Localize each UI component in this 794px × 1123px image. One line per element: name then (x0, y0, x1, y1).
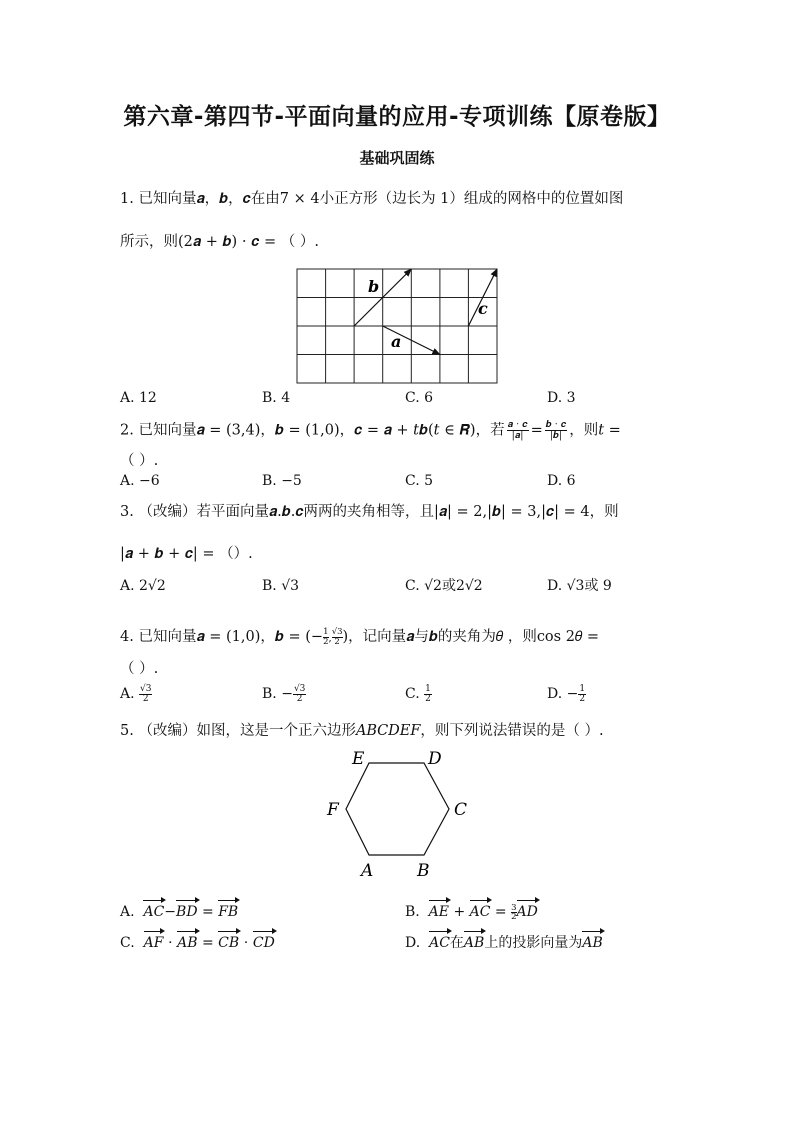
q4-option-c-label: C. (405, 686, 420, 702)
text-projection: 上的投影向量为 (484, 935, 583, 951)
vector-BD: BD (176, 899, 198, 922)
q4-option-a-num: √3 (140, 683, 152, 694)
question-3-line-1: 3. （改编）若平面向量𝒂.𝒃.𝒄两两的夹角相等，且|𝒂| = 2,|𝒃| = 3,|𝒄| = 4，则 (120, 504, 619, 520)
q1-option-d: D. 3 (547, 390, 576, 406)
question-2-line-2: （ ）. (120, 453, 159, 469)
q2-equals: = (530, 422, 543, 439)
vector-grid-figure (296, 267, 500, 385)
vector-AB: AB (464, 930, 484, 953)
vertex-B-label: B (417, 861, 430, 881)
vector-AB-result: AB (582, 930, 602, 953)
q4-option-a-frac (139, 685, 152, 704)
vector-AD: AD (517, 899, 538, 922)
vector-AC: AC (429, 930, 450, 953)
text-zai: 在 (449, 935, 464, 951)
question-5-line-1: 5. （改编）如图，这是一个正六边形𝐴𝐵𝐶𝐷𝐸𝐹，则下列说法错误的是（ ）. (120, 723, 604, 739)
q1-option-a: A. 12 (120, 390, 157, 406)
q4-option-a-label: A. (120, 686, 135, 702)
q4-stem-post: )，记向量𝒂与𝒃的夹角为𝜃 ，则cos 2𝜃 = (342, 629, 600, 645)
vector-CB: CB (218, 930, 239, 953)
q4-option-b-sign: − (281, 686, 293, 702)
vertex-E-label: E (352, 749, 365, 769)
q4-option-a (120, 684, 152, 704)
q4-option-b-den: 2 (296, 693, 303, 704)
minus-sign: − (164, 904, 177, 920)
q4-option-b-num: √3 (293, 683, 306, 694)
q5-option-d-label: D. (405, 935, 421, 951)
q2-option-c: C. 5 (405, 473, 434, 489)
q2-fraction-2 (545, 420, 568, 441)
q4-b-frac-2-num: √3 (331, 626, 343, 637)
q5-option-b-label: B. (405, 904, 420, 920)
vertex-C-label: C (454, 800, 468, 820)
q3-option-b: B. √3 (262, 578, 300, 594)
q5-option-c (120, 930, 275, 953)
q4-option-c-num: 1 (425, 683, 431, 694)
q4-option-d-label: D. (547, 686, 563, 702)
q2-tail: ，则𝑡 = (569, 422, 621, 439)
q2-fraction-1 (507, 420, 529, 441)
grid (297, 269, 497, 383)
question-2-line-1 (120, 420, 621, 441)
q4-b-frac-2 (332, 628, 343, 647)
q4-option-c (405, 684, 432, 704)
q2-fraction-2-num: 𝒃 ⋅ 𝒄 (545, 419, 567, 430)
equals-sign: = (202, 904, 214, 920)
q4-option-d-frac (578, 685, 586, 704)
q3-option-c: C. √2或2√2 (405, 578, 483, 594)
fraction-num: 3 (511, 902, 517, 913)
q4-b-frac-1-num: 1 (323, 626, 329, 637)
q2-option-b: B. −5 (262, 473, 302, 489)
q2-fraction-1-num: 𝒂 ⋅ 𝒄 (507, 419, 528, 430)
q4-b-frac-1-den: 2 (323, 636, 329, 647)
dot-operator: ⋅ (167, 935, 173, 951)
q4-stem-pre: 4. 已知向量𝒂 = (1,0)，𝒃 = (− (120, 629, 324, 645)
q4-b-frac-2-den: 2 (334, 636, 340, 647)
vertex-D-label: D (428, 749, 442, 769)
q4-option-d (547, 684, 586, 704)
q5-option-a-label: A. (120, 904, 135, 920)
vector-a-label: a (391, 332, 402, 351)
q2-stem: 2. 已知向量𝒂 = (3,4)，𝒃 = (1,0)，𝒄 = 𝒂 + 𝑡𝒃(𝑡 ∈ 𝑹)，若 (120, 422, 505, 439)
page-title: 第六章-第四节-平面向量的应用-专项训练【原卷版】 (123, 104, 671, 130)
question-1-line-1: 1. 已知向量𝒂，𝒃，𝒄在由7 × 4小正方形（边长为 1）组成的网格中的位置如图 (120, 191, 624, 207)
q4-option-d-den: 2 (579, 693, 586, 704)
equals-sign: = (494, 904, 507, 920)
q5-option-b (405, 899, 538, 922)
q2-option-d: D. 6 (547, 473, 576, 489)
q4-option-b (262, 684, 306, 704)
vector-AB: AB (177, 930, 197, 953)
q2-fraction-2-den: |𝒃| (549, 430, 563, 441)
q5-option-a (120, 899, 238, 922)
q5-option-c-label: C. (120, 935, 135, 951)
plus-sign: + (453, 904, 466, 920)
vector-AC: AC (143, 899, 164, 922)
q4-option-c-frac (424, 685, 432, 704)
equals-sign: = (201, 935, 214, 951)
q4-option-a-den: 2 (142, 693, 149, 704)
hexagon-figure (320, 743, 480, 883)
fraction-den: 2 (511, 911, 517, 922)
q3-option-a: A. 2√2 (120, 578, 166, 594)
q4-option-d-num: 1 (579, 683, 586, 694)
question-3-line-2: |𝒂 + 𝒃 + 𝒄| = （）. (120, 546, 253, 562)
q3-option-d: D. √3或 9 (547, 578, 612, 594)
q4-option-b-frac (293, 685, 306, 704)
section-subtitle: 基础巩固练 (359, 149, 435, 167)
vector-CD: CD (253, 930, 275, 953)
vector-c-label: c (478, 299, 488, 318)
vertex-F-label: F (327, 800, 339, 820)
vector-FB: FB (218, 899, 238, 922)
hexagon-shape (346, 763, 449, 855)
q1-option-b: B. 4 (262, 390, 291, 406)
question-4-line-2: （ ）. (120, 661, 159, 677)
q4-option-d-sign: − (566, 686, 579, 702)
q5-option-d (405, 930, 603, 953)
dot-operator: ⋅ (243, 935, 249, 951)
question-4-line-1: 4. 已知向量𝒂 = (1,0)，𝒃 = (− $\frac{1}{2}$ , $\frac{√3}{2}$ )，记向量𝒂与𝒃的夹角为𝜃 ，则cos 2𝜃 = (120, 626, 600, 647)
vertex-A-label: A (361, 861, 374, 881)
vector-AC: AC (470, 899, 491, 922)
q1-option-c: C. 6 (405, 390, 434, 406)
q2-fraction-1-den: |𝒂| (511, 430, 524, 441)
vector-AE: AE (429, 899, 449, 922)
q4-option-c-den: 2 (425, 693, 431, 704)
q4-option-b-label: B. (262, 686, 277, 702)
vector-AF: AF (144, 930, 164, 953)
q2-option-a: A. −6 (120, 473, 160, 489)
question-1-line-2: 所示，则(2𝒂 + 𝒃) ⋅ 𝒄 = （ ）. (120, 234, 319, 250)
vector-b-label: b (368, 277, 380, 296)
